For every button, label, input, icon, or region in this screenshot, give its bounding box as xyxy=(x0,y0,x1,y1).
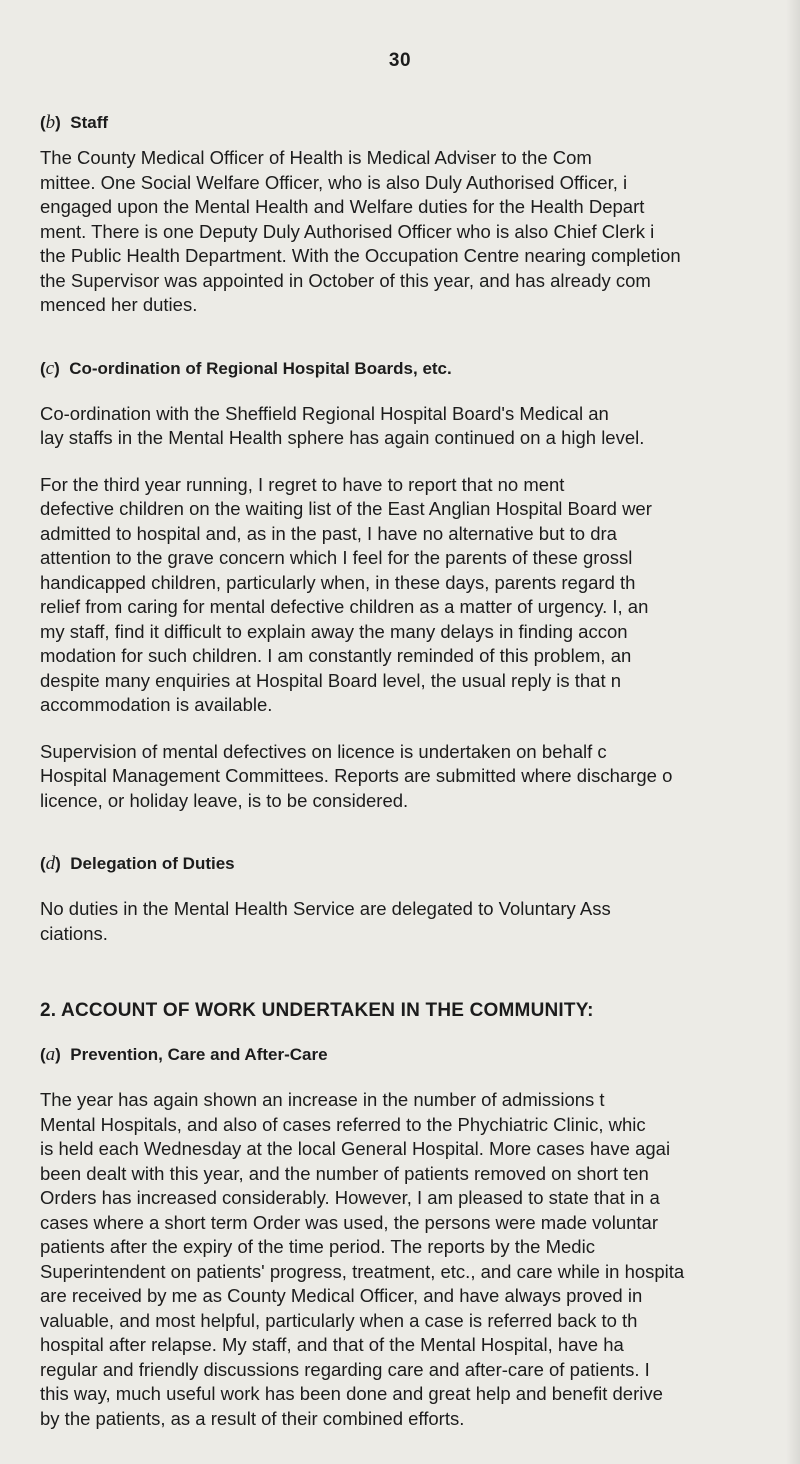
paragraph-waiting-list: For the third year running, I regret to have to report that no ment defective children on the waiting list of the East Anglian Hospital Board wer admitted to hospital and, as in the past, I have no alternative but to dra attention to the grave concern which I feel for the parents of these grossl handicapped children, particularly when, in these days, parents regard th relief from caring for mental defective children as a matter of urgency. I, an my staff, find it difficult to explain away the many delays in finding accon modation for such children. I am constantly reminded of this problem, an despite many enquiries at Hospital Board level, the usual reply is that n accommodation is available. xyxy=(40,473,652,715)
main-heading-account-of-work: 2. ACCOUNT OF WORK UNDERTAKEN IN THE COMMUNITY: xyxy=(40,1000,594,1021)
section-heading-prevention: (a) Prevention, Care and After-Care xyxy=(40,1044,328,1065)
paragraph-supervision: Supervision of mental defectives on licence is undertaken on behalf c Hospital Management Committees. Reports are submitted where discharge o licence, or holiday leave, is to be considered. xyxy=(40,740,673,811)
section-heading-delegation: (d) Delegation of Duties xyxy=(40,853,235,874)
paragraph-coordination: Co-ordination with the Sheffield Regional Hospital Board's Medical an lay staffs in the Mental Health sphere has again continued on a high level. xyxy=(40,402,645,448)
section-letter: d xyxy=(45,853,56,874)
section-title: Prevention, Care and After-Care xyxy=(70,1045,328,1064)
section-letter: c xyxy=(45,357,55,379)
paragraph-staff: The County Medical Officer of Health is Medical Adviser to the Com mittee. One Social Welfare Officer, who is also Duly Authorised Officer, i engaged upon the Mental Health and Welfare duties for the Health Depart ment. There is one Deputy Duly Authorised Officer who is also Chief Clerk i the Public Health Department. With the Occupation Centre nearing completion the Supervisor was appointed in October of this year, and has already com menced her duties. xyxy=(40,147,681,315)
section-letter: b xyxy=(45,112,56,133)
section-heading-coordination: (c) Co-ordination of Regional Hospital Boards, etc. xyxy=(40,357,452,379)
paragraph-prevention: The year has again shown an increase in the number of admissions t Mental Hospitals, and also of cases referred to the Phychiatric Clinic, whic is held each Wednesday at the local General Hospital. More cases have agai been dealt with this year, and the number of patients removed on short ten Orders has increased considerably. However, I am pleased to state that in a cases where a short term Order was used, the persons were made voluntar patients after the expiry of the time period. The reports by the Medic Superintendent on patients' progress, treatment, etc., and care while in hospita are received by me as County Medical Officer, and have always proved in valuable, and most helpful, particularly when a case is referred back to th hospital after relapse. My staff, and that of the Mental Hospital, have ha regular and friendly discussions regarding care and after-care of patients. I this way, much useful work has been done and great help and benefit derive by the patients, as a result of their combined efforts. xyxy=(40,1089,685,1429)
page-number: 30 xyxy=(388,50,412,71)
section-title: Co-ordination of Regional Hospital Boards, etc. xyxy=(69,358,452,378)
section-title: Staff xyxy=(70,113,109,132)
page-edge-shadow xyxy=(786,0,800,1464)
section-letter: a xyxy=(45,1044,56,1065)
section-heading-staff: (b) Staff xyxy=(40,112,109,133)
document-body xyxy=(40,112,800,1431)
paragraph-delegation: No duties in the Mental Health Service are delegated to Voluntary Ass ciations. xyxy=(40,898,611,944)
section-title: Delegation of Duties xyxy=(70,854,235,873)
